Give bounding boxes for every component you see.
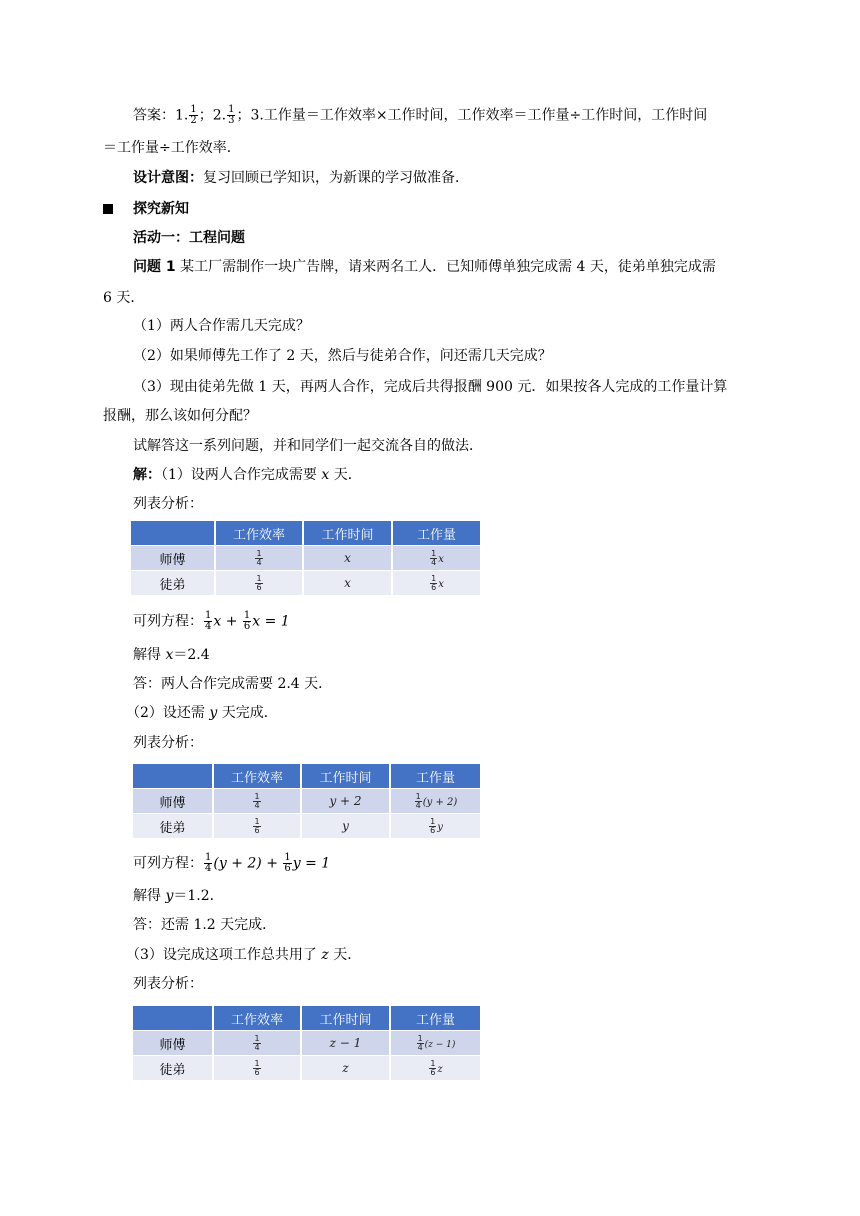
answer-line-2: ＝工作量÷工作效率． — [103, 140, 241, 156]
answer-3-text: ；3.工作量＝工作效率×工作时间，工作效率＝工作量÷工作时间，工作时间 — [236, 107, 708, 124]
amount-variable: (z − 1) — [424, 1039, 456, 1050]
table-header-efficiency: 工作效率 — [213, 1006, 301, 1031]
step-text: 天完成． — [217, 705, 278, 721]
solution-step-2 — [126, 703, 278, 723]
step-text: 天． — [329, 467, 362, 483]
step-text: 天． — [328, 947, 362, 963]
solution-result-1 — [133, 645, 210, 665]
row-label-apprentice: 徒弟 — [133, 814, 213, 839]
fraction — [204, 611, 212, 632]
denominator: 4 — [254, 1042, 260, 1052]
denominator: 4 — [256, 557, 262, 567]
time-value: z — [342, 1061, 349, 1075]
numerator: 1 — [417, 1033, 423, 1043]
table-header-empty — [133, 764, 213, 789]
answer-line-1 — [133, 105, 707, 126]
question-3-line-2: 报酬，那么该如何分配？ — [103, 408, 257, 424]
table-header-row — [131, 521, 481, 546]
answer-2-fraction — [227, 105, 235, 126]
question-3-line-1: （3）现由徒弟先做 1 天，再两人合作，完成后共得报酬 900 元．如果按各人完成的工作量计算 — [133, 379, 728, 395]
fraction — [204, 853, 212, 874]
time-value: z − 1 — [329, 1036, 362, 1050]
solution-label: 解： — [133, 467, 161, 483]
numerator: 1 — [228, 104, 235, 115]
table-header-efficiency: 工作效率 — [213, 764, 301, 789]
denominator: 6 — [254, 825, 260, 835]
table-header-amount: 工作量 — [392, 521, 481, 546]
equation-1 — [133, 611, 290, 632]
amount-fraction — [417, 1035, 424, 1052]
table-header-amount: 工作量 — [390, 1006, 481, 1031]
denominator: 4 — [205, 621, 212, 632]
rate-cell — [215, 546, 303, 571]
numerator: 1 — [256, 548, 262, 558]
section-heading — [103, 199, 189, 219]
row-label-master: 师傅 — [133, 789, 213, 814]
time-value: x — [344, 576, 351, 590]
numerator: 1 — [190, 104, 197, 115]
rate-cell — [215, 571, 303, 596]
amount-cell — [390, 1031, 481, 1056]
denominator: 6 — [254, 1067, 260, 1077]
amount-fraction — [429, 1060, 436, 1077]
solution-step-1 — [133, 465, 362, 485]
question-1: （1）两人合作需几天完成？ — [133, 318, 310, 334]
problem-text: 某工厂需制作一块广告牌，请来两名工人．已知师傅单独完成需 4 天，徒弟单独完成需 — [175, 259, 716, 275]
numerator: 1 — [205, 610, 212, 621]
amount-variable: z — [437, 1063, 443, 1075]
rate-fraction — [253, 793, 260, 810]
answer-1-fraction — [189, 105, 197, 126]
problem-line-2: 6 天． — [103, 290, 145, 306]
amount-variable: (y + 2) — [422, 796, 458, 808]
equation-term: x + — [213, 613, 242, 630]
table-header-row — [133, 764, 481, 789]
amount-variable: x — [438, 578, 444, 590]
table-header-efficiency: 工作效率 — [215, 521, 303, 546]
table-header-row — [133, 1006, 481, 1031]
step-text: （3）设完成这项工作总共用了 — [126, 947, 322, 963]
fraction — [243, 611, 251, 632]
equation-term: y = 1 — [292, 855, 331, 872]
amount-fraction — [415, 793, 422, 810]
equation-2 — [133, 853, 330, 874]
section-title: 探究新知 — [133, 201, 189, 217]
result-value: ＝2.4 — [173, 647, 210, 663]
question-2: （2）如果师傅先工作了 2 天，然后与徒弟合作，问还需几天完成？ — [133, 348, 552, 364]
amount-fraction — [430, 550, 437, 567]
row-label-master: 师傅 — [131, 546, 215, 571]
row-label-apprentice: 徒弟 — [131, 571, 215, 596]
fraction — [283, 853, 291, 874]
amount-variable: y — [437, 821, 443, 833]
numerator: 1 — [254, 816, 260, 826]
table-header-empty — [133, 1006, 213, 1031]
result-value: ＝1.2． — [173, 888, 224, 904]
rate-cell — [213, 1056, 301, 1081]
table-row — [131, 546, 481, 571]
numerator: 1 — [430, 1058, 436, 1068]
table-header-empty — [131, 521, 215, 546]
time-cell — [301, 814, 390, 839]
numerator: 1 — [431, 548, 437, 558]
solution-result-2 — [133, 886, 224, 906]
amount-cell — [390, 814, 481, 839]
rate-cell — [213, 1031, 301, 1056]
denominator: 4 — [417, 1042, 423, 1052]
amount-cell — [390, 1056, 481, 1081]
numerator: 1 — [254, 1033, 260, 1043]
table-header-time: 工作时间 — [301, 1006, 390, 1031]
problem-line-1 — [133, 257, 716, 277]
numerator: 1 — [431, 573, 437, 583]
equation-term: (y + 2) + — [213, 855, 283, 872]
rate-fraction — [255, 575, 262, 592]
numerator: 1 — [254, 1058, 260, 1068]
table-analysis-label: 列表分析： — [133, 496, 203, 512]
time-cell — [301, 1056, 390, 1081]
table-row — [133, 1056, 481, 1081]
table-row — [131, 571, 481, 596]
amount-cell — [392, 546, 481, 571]
denominator: 4 — [431, 557, 437, 567]
rate-cell — [213, 814, 301, 839]
table-header-time: 工作时间 — [303, 521, 392, 546]
time-cell — [301, 1031, 390, 1056]
time-cell — [303, 546, 392, 571]
result-text: 解得 — [133, 647, 166, 663]
analysis-table-3 — [133, 1006, 482, 1080]
denominator: 4 — [205, 863, 212, 874]
amount-fraction — [429, 818, 436, 835]
time-value: x — [344, 551, 351, 565]
amount-cell — [392, 571, 481, 596]
denominator: 6 — [430, 1067, 436, 1077]
step-text: （1）设两人合作完成需要 — [161, 467, 322, 483]
denominator: 6 — [430, 825, 436, 835]
problem-label: 问题 1 — [133, 259, 176, 275]
variable: y — [209, 705, 218, 721]
analysis-table-2 — [133, 764, 482, 838]
analysis-table-1 — [131, 521, 482, 595]
rate-fraction — [253, 818, 260, 835]
amount-variable: x — [438, 553, 444, 565]
design-intent-label: 设计意图： — [133, 170, 203, 186]
denominator: 4 — [254, 800, 260, 810]
answer-label: 答案： — [133, 107, 175, 124]
table-row — [133, 814, 481, 839]
rate-fraction — [255, 550, 262, 567]
prompt-text: 试解答这一系列问题，并和同学们一起交流各自的做法． — [133, 438, 483, 454]
equation-term: x = 1 — [252, 613, 290, 630]
answer-2-prefix: ；2. — [198, 107, 227, 124]
amount-fraction — [430, 575, 437, 592]
amount-cell — [390, 789, 481, 814]
table-analysis-label: 列表分析： — [133, 976, 203, 992]
row-label-apprentice: 徒弟 — [133, 1056, 213, 1081]
denominator: 6 — [256, 582, 262, 592]
answer-2: 答：还需 1.2 天完成． — [133, 917, 277, 933]
design-intent — [133, 168, 469, 188]
denominator: 4 — [415, 800, 421, 810]
numerator: 1 — [243, 610, 251, 621]
denominator: 3 — [228, 115, 235, 126]
equation-label: 可列方程： — [133, 855, 203, 872]
denominator: 6 — [431, 582, 437, 592]
answer-1: 答：两人合作完成需要 2.4 天． — [133, 676, 333, 692]
variable: x — [321, 467, 330, 483]
numerator: 1 — [254, 791, 260, 801]
table-row — [133, 789, 481, 814]
square-bullet-icon — [103, 204, 113, 214]
answer-1-prefix: 1. — [175, 107, 189, 124]
equation-label: 可列方程： — [133, 613, 203, 630]
numerator: 1 — [415, 791, 421, 801]
variable: y — [165, 888, 174, 904]
rate-fraction — [253, 1035, 260, 1052]
variable: x — [165, 647, 174, 663]
rate-cell — [213, 789, 301, 814]
time-value: y + 2 — [329, 794, 362, 808]
table-analysis-label: 列表分析： — [133, 735, 203, 751]
numerator: 1 — [256, 573, 262, 583]
time-value: y — [342, 819, 349, 833]
denominator: 2 — [190, 115, 197, 126]
table-header-time: 工作时间 — [301, 764, 390, 789]
time-cell — [301, 789, 390, 814]
numerator: 1 — [205, 852, 212, 863]
result-text: 解得 — [133, 888, 166, 904]
denominator: 6 — [243, 621, 251, 632]
rate-fraction — [253, 1060, 260, 1077]
denominator: 6 — [284, 863, 291, 874]
design-intent-text: 复习回顾已学知识，为新课的学习做准备． — [203, 170, 469, 186]
activity-title: 活动一：工程问题 — [133, 230, 245, 246]
solution-step-3 — [126, 945, 361, 965]
numerator: 1 — [284, 852, 291, 863]
table-header-amount: 工作量 — [390, 764, 481, 789]
step-text: （2）设还需 — [126, 705, 210, 721]
row-label-master: 师傅 — [133, 1031, 213, 1056]
time-cell — [303, 571, 392, 596]
table-row — [133, 1031, 481, 1056]
numerator: 1 — [430, 816, 436, 826]
variable: z — [321, 947, 329, 963]
